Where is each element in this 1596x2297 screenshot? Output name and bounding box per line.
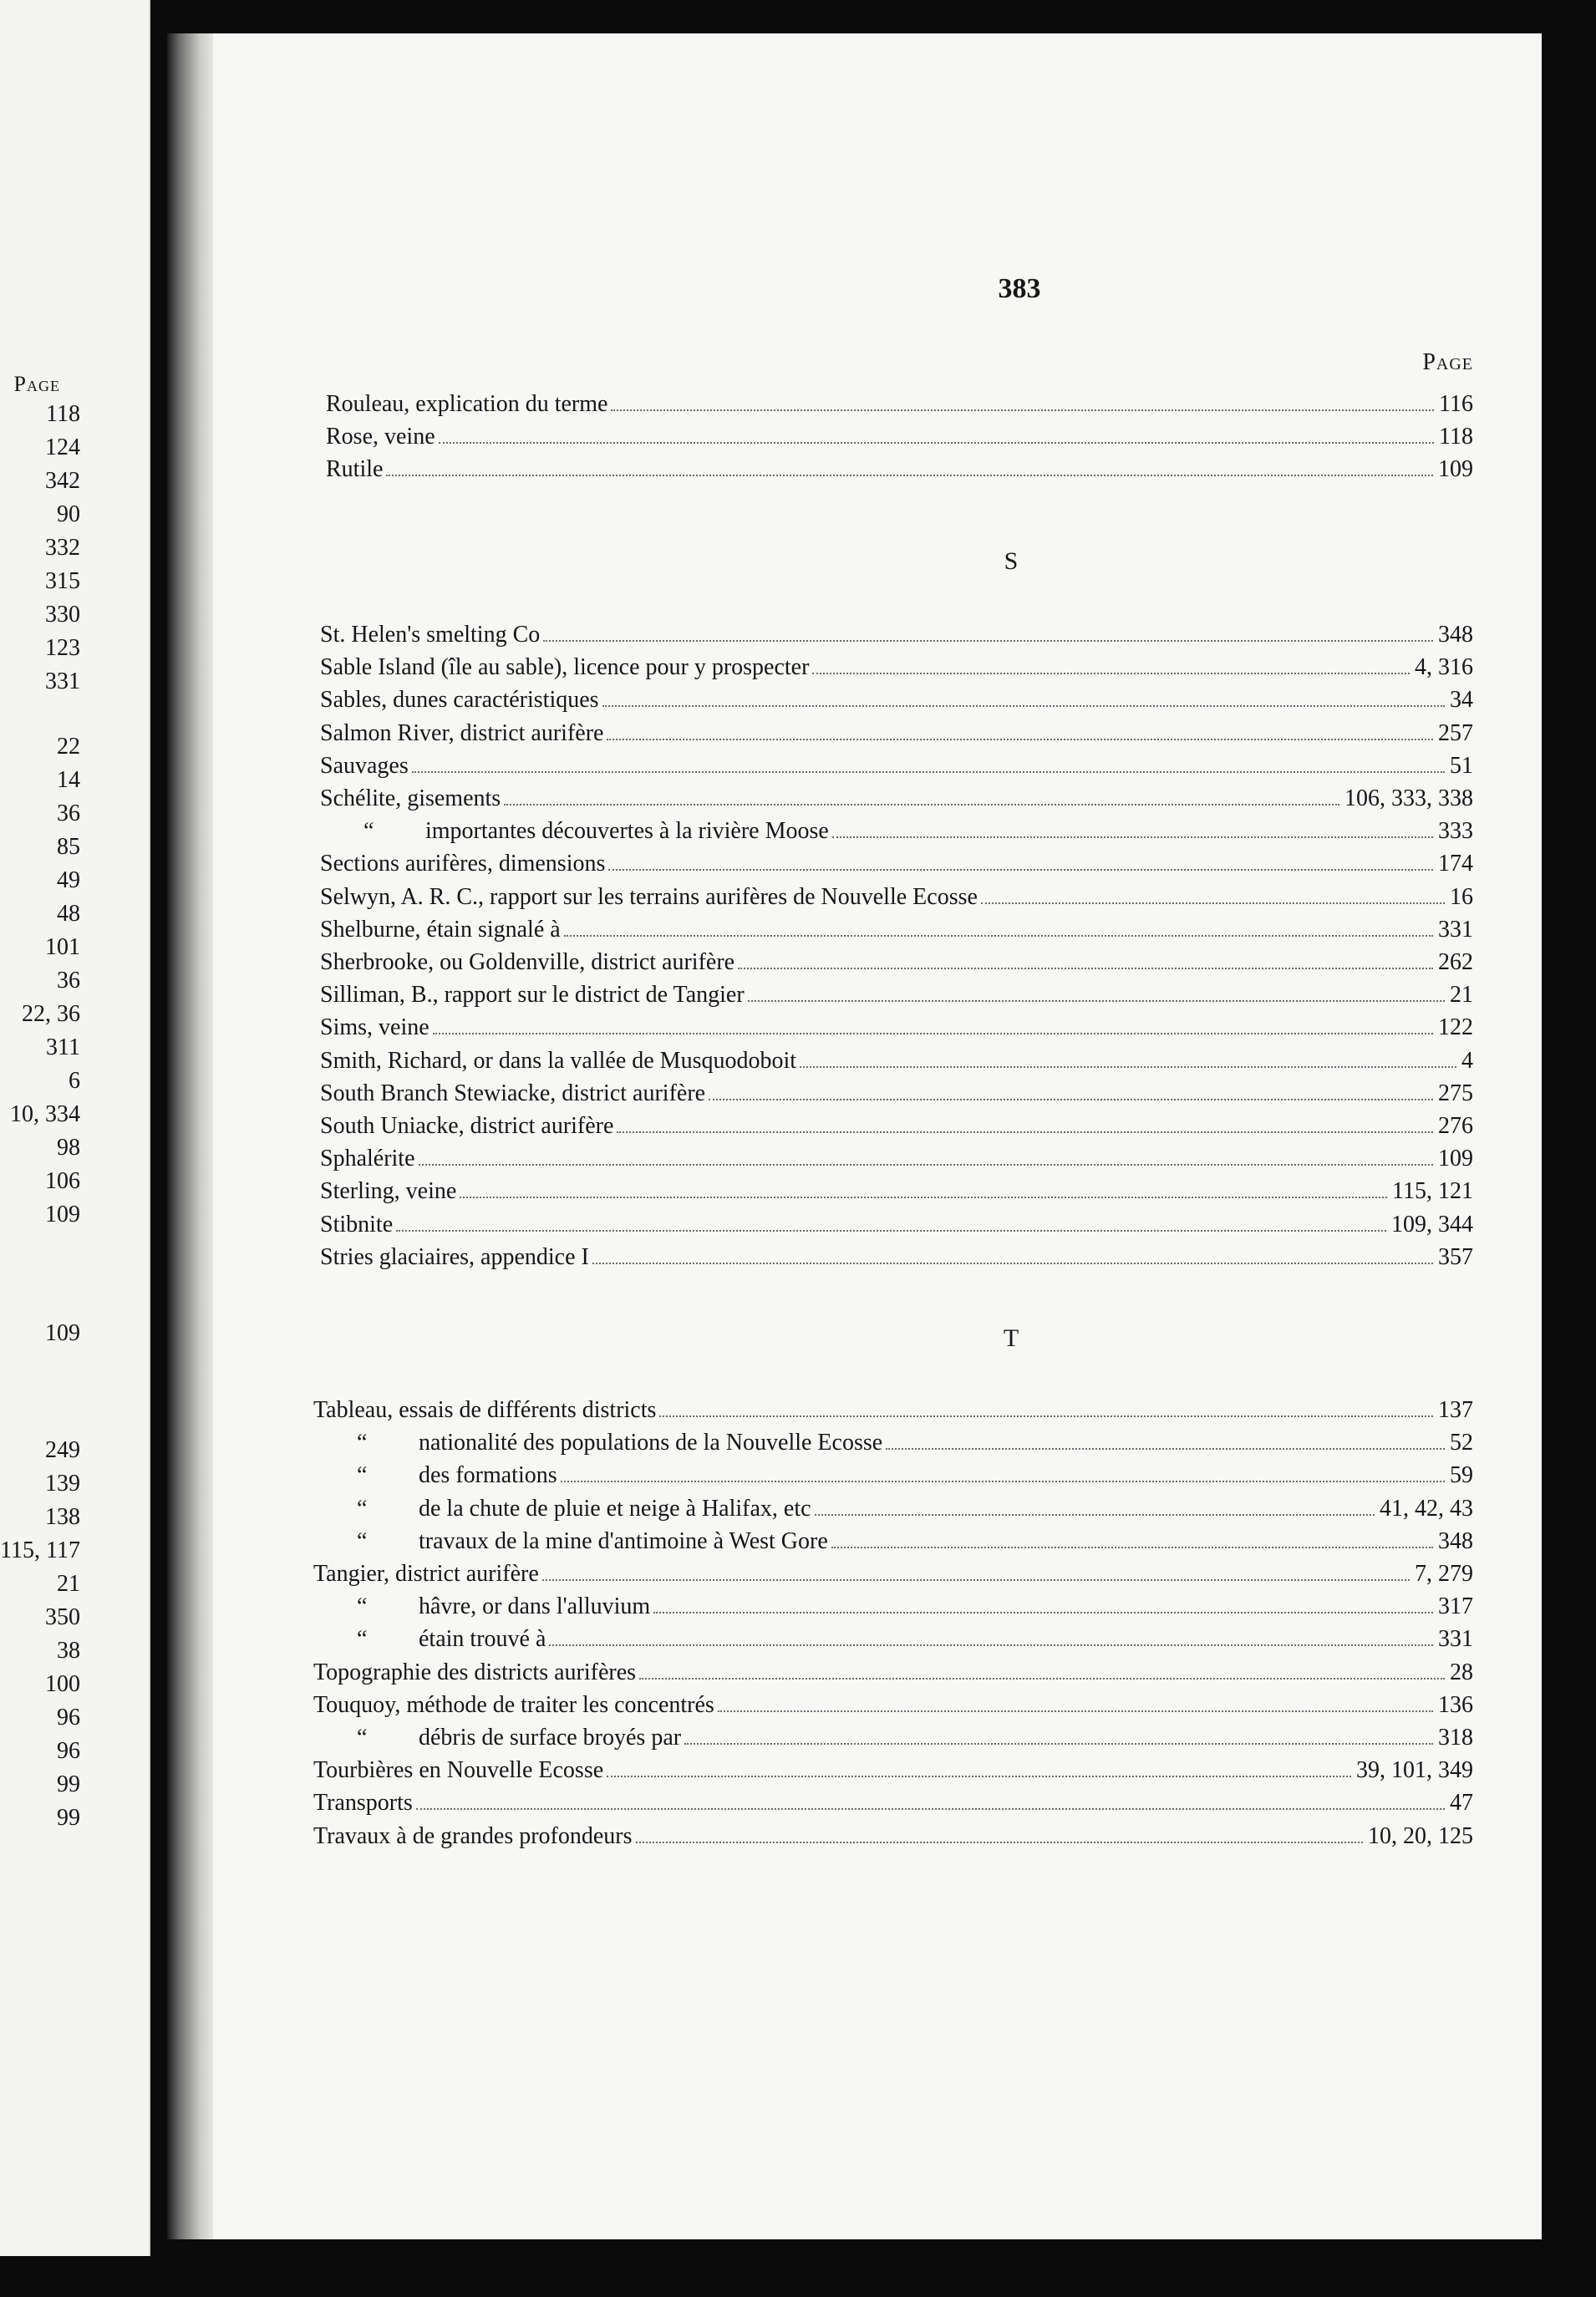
index-subentry-term: importantes découvertes à la rivière Moose	[425, 818, 829, 845]
left-page-number: 249	[45, 1437, 80, 1463]
dot-leader	[542, 1579, 1410, 1581]
index-entry	[320, 810, 1473, 843]
left-page-number: 124	[45, 434, 80, 460]
page-references: 262	[1438, 949, 1473, 975]
index-entry	[320, 1105, 1473, 1138]
page-references: 331	[1438, 1626, 1473, 1653]
dot-leader	[439, 442, 1434, 444]
index-term: Tourbières en Nouvelle Ecosse	[313, 1757, 604, 1784]
dot-leader	[504, 804, 1339, 805]
index-term: Selwyn, A. R. C., rapport sur les terrains aurifères de Nouvelle Ecosse	[320, 883, 978, 910]
index-subentry-term: de la chute de pluie et neige à Halifax, etc	[419, 1495, 811, 1522]
page-references: 10, 20, 125	[1368, 1822, 1473, 1849]
index-entry	[320, 1170, 1473, 1203]
index-entry	[326, 415, 1473, 449]
index-entry	[320, 842, 1473, 876]
index-entry	[320, 908, 1473, 942]
page-references: 174	[1438, 851, 1473, 877]
dot-leader	[832, 836, 1433, 838]
left-page-number: 123	[45, 635, 80, 661]
index-term: Sterling, veine	[320, 1178, 457, 1205]
ditto-mark: “	[357, 1430, 368, 1456]
index-entry	[313, 1815, 1473, 1848]
dot-leader	[416, 1808, 1445, 1810]
left-page-number: 139	[45, 1471, 80, 1497]
index-term: Rutile	[326, 456, 384, 483]
dot-leader	[800, 1066, 1456, 1068]
dot-leader	[561, 1481, 1445, 1482]
index-term: South Uniacke, district aurifère	[320, 1113, 614, 1139]
book-binding-gutter	[167, 33, 217, 2239]
index-term: Salmon River, district aurifère	[320, 719, 604, 746]
index-subentry-term: étain trouvé à	[419, 1626, 546, 1653]
left-page-number: 315	[45, 568, 80, 594]
index-term: Transports	[313, 1790, 413, 1817]
left-page-number: 22	[57, 734, 80, 760]
index-term: Silliman, B., rapport sur le district de Tangier	[320, 982, 745, 1009]
index-entry	[320, 1039, 1473, 1073]
index-entry	[320, 1236, 1473, 1269]
index-term: Sims, veine	[320, 1014, 429, 1041]
index-term: Schélite, gisements	[320, 785, 501, 811]
left-page-number: 6	[69, 1068, 80, 1094]
left-page-number: 36	[57, 968, 80, 994]
dot-leader	[748, 1000, 1445, 1002]
left-page-number: 106	[45, 1168, 80, 1194]
left-page-number: 14	[57, 767, 80, 793]
dot-leader	[886, 1448, 1445, 1450]
index-term: Topographie des districts aurifères	[313, 1659, 637, 1685]
index-entry	[320, 1072, 1473, 1105]
left-page-number: 331	[45, 668, 80, 694]
ditto-mark: “	[357, 1462, 368, 1489]
dot-leader	[607, 1776, 1351, 1777]
dot-leader	[659, 1415, 1433, 1417]
page-references: 4, 316	[1415, 654, 1473, 681]
left-page-number: 109	[45, 1202, 80, 1227]
ditto-mark: “	[357, 1495, 368, 1522]
dot-leader	[564, 935, 1433, 937]
index-entry	[313, 1684, 1473, 1717]
page-references: 137	[1438, 1397, 1473, 1423]
index-entry	[313, 1389, 1473, 1422]
left-page-number: 96	[57, 1738, 80, 1764]
page-references: 52	[1450, 1430, 1473, 1456]
left-page-number: 48	[57, 901, 80, 927]
index-page	[213, 33, 1542, 2239]
page-references: 41, 42, 43	[1380, 1495, 1473, 1522]
left-page-number: 118	[46, 401, 80, 427]
index-entry	[320, 678, 1473, 712]
index-entry	[313, 1487, 1473, 1521]
dot-leader	[592, 1263, 1433, 1264]
page-references: 28	[1450, 1659, 1473, 1685]
dot-leader	[543, 640, 1433, 642]
dot-leader	[636, 1842, 1363, 1843]
dot-leader	[549, 1644, 1433, 1646]
index-term: Touquoy, méthode de traiter les concentrés	[313, 1691, 714, 1718]
page-references: 34	[1450, 687, 1473, 714]
page-references: 39, 101, 349	[1356, 1757, 1473, 1784]
index-term: Sable Island (île au sable), licence pour y prospecter	[320, 654, 810, 681]
index-entry	[313, 1421, 1473, 1455]
index-term: Tableau, essais de différents districts	[313, 1397, 657, 1423]
index-subentry-term: travaux de la mine d'antimoine à West Gore	[419, 1527, 828, 1554]
page-references: 136	[1438, 1691, 1473, 1718]
index-term: St. Helen's smelting Co	[320, 622, 541, 648]
dot-leader	[709, 1099, 1433, 1100]
dot-leader	[611, 409, 1434, 411]
section-letter: S	[1004, 547, 1019, 575]
index-term: Shelburne, étain signalé à	[320, 916, 561, 943]
left-page-number: 98	[57, 1135, 80, 1161]
page-references: 318	[1438, 1725, 1473, 1751]
page-references: 109	[1438, 456, 1473, 483]
dot-leader	[684, 1743, 1433, 1745]
page-references: 109, 344	[1391, 1211, 1473, 1237]
page-number: 383	[998, 273, 1041, 304]
page-references: 348	[1438, 622, 1473, 648]
dot-leader	[815, 1514, 1375, 1516]
page-column-header: Page	[1422, 349, 1473, 375]
index-entry	[320, 876, 1473, 909]
index-entry	[313, 1585, 1473, 1619]
index-entry	[320, 613, 1473, 647]
dot-leader	[396, 1230, 1386, 1232]
index-term: Sphalérite	[320, 1146, 415, 1172]
index-entry	[326, 448, 1473, 481]
index-term: Tangier, district aurifère	[313, 1561, 539, 1587]
index-entry	[313, 1553, 1473, 1586]
page-references: 7, 279	[1415, 1561, 1473, 1587]
dot-leader	[812, 673, 1410, 674]
index-entry	[320, 973, 1473, 1007]
index-term: Sauvages	[320, 752, 409, 779]
ditto-mark: “	[357, 1725, 368, 1751]
ditto-mark: “	[363, 818, 374, 845]
dot-leader	[460, 1197, 1387, 1198]
ditto-mark: “	[357, 1527, 368, 1554]
page-references: 257	[1438, 719, 1473, 746]
page-references: 115, 121	[1392, 1178, 1473, 1205]
left-page-header: Page	[13, 372, 60, 396]
page-references: 357	[1438, 1243, 1473, 1270]
page-references: 276	[1438, 1113, 1473, 1139]
left-page-number: 138	[45, 1504, 80, 1530]
page-references: 333	[1438, 818, 1473, 845]
index-entry	[320, 646, 1473, 679]
index-entry	[320, 744, 1473, 778]
index-entry	[320, 1203, 1473, 1237]
dot-leader	[617, 1131, 1433, 1133]
page-references: 348	[1438, 1527, 1473, 1554]
page-references: 109	[1438, 1146, 1473, 1172]
dot-leader	[386, 475, 1433, 476]
index-entry	[313, 1749, 1473, 1782]
dot-leader	[653, 1612, 1433, 1613]
dot-leader	[738, 968, 1433, 969]
index-subentry-term: débris de surface broyés par	[419, 1725, 682, 1751]
index-entry	[313, 1454, 1473, 1487]
dot-leader	[639, 1678, 1445, 1680]
page-references: 51	[1450, 752, 1473, 779]
dot-leader	[608, 869, 1433, 871]
index-entry	[313, 1781, 1473, 1815]
index-entry	[320, 712, 1473, 745]
dot-leader	[981, 902, 1445, 904]
page-references: 16	[1450, 883, 1473, 910]
left-page-number: 96	[57, 1705, 80, 1730]
index-entry	[313, 1618, 1473, 1651]
left-page-number: 22, 36	[22, 1001, 80, 1027]
dot-leader	[602, 705, 1445, 707]
ditto-mark: “	[357, 1593, 368, 1620]
left-page-number: 99	[57, 1771, 80, 1797]
left-page-number: 10, 334	[10, 1101, 80, 1127]
page-references: 118	[1439, 424, 1473, 450]
page-references: 4	[1461, 1047, 1473, 1074]
index-entry	[326, 383, 1473, 416]
dot-leader	[419, 1164, 1433, 1166]
index-entry	[313, 1716, 1473, 1750]
dot-leader	[718, 1710, 1433, 1712]
page-references: 122	[1438, 1014, 1473, 1041]
index-entry	[320, 1006, 1473, 1039]
index-term: Smith, Richard, or dans la vallée de Musquodoboit	[320, 1047, 797, 1074]
index-entry	[320, 941, 1473, 974]
left-page-number: 330	[45, 602, 80, 628]
left-page-number: 49	[57, 867, 80, 893]
left-page-number: 90	[57, 501, 80, 527]
index-term: Sherbrooke, ou Goldenville, district aurifère	[320, 949, 735, 975]
page-references: 331	[1438, 916, 1473, 943]
left-page-number: 101	[45, 934, 80, 960]
page-references: 275	[1438, 1080, 1473, 1106]
left-page-number: 38	[57, 1638, 80, 1664]
left-page-number: 21	[57, 1571, 80, 1597]
left-page-number: 342	[45, 468, 80, 494]
index-subentry-term: des formations	[419, 1462, 557, 1489]
left-page-number: 115, 117	[0, 1537, 80, 1563]
left-page-number: 109	[45, 1320, 80, 1346]
index-term: Rouleau, explication du terme	[326, 391, 608, 417]
dot-leader	[607, 739, 1433, 740]
dot-leader	[412, 771, 1445, 773]
page-references: 21	[1450, 982, 1473, 1009]
index-subentry-term: hâvre, or dans l'alluvium	[419, 1593, 651, 1620]
left-page-number: 36	[57, 800, 80, 826]
left-page-number: 311	[46, 1034, 80, 1060]
previous-page-strip	[0, 0, 150, 2256]
index-entry	[320, 777, 1473, 811]
left-page-number: 85	[57, 834, 80, 860]
index-term: Stries glaciaires, appendice I	[320, 1243, 589, 1270]
index-term: Sables, dunes caractéristiques	[320, 687, 599, 714]
ditto-mark: “	[357, 1626, 368, 1653]
left-page-number: 332	[45, 535, 80, 561]
index-entry	[320, 1137, 1473, 1171]
section-letter: T	[1003, 1324, 1019, 1352]
page-references: 106, 333, 338	[1344, 785, 1473, 811]
page-references: 47	[1450, 1790, 1473, 1817]
index-entry	[313, 1651, 1473, 1685]
index-term: Rose, veine	[326, 424, 435, 450]
page-references: 317	[1438, 1593, 1473, 1620]
left-page-number: 350	[45, 1604, 80, 1630]
index-entry	[313, 1520, 1473, 1553]
left-page-number: 100	[45, 1671, 80, 1697]
page-references: 116	[1439, 391, 1473, 417]
page-references: 59	[1450, 1462, 1473, 1489]
index-term: Travaux à de grandes profondeurs	[313, 1822, 633, 1849]
index-term: South Branch Stewiacke, district aurifère	[320, 1080, 706, 1106]
index-term: Stibnite	[320, 1211, 394, 1237]
index-term: Sections aurifères, dimensions	[320, 851, 606, 877]
index-subentry-term: nationalité des populations de la Nouvelle Ecosse	[419, 1430, 883, 1456]
left-page-number: 99	[57, 1805, 80, 1831]
dot-leader	[831, 1547, 1433, 1548]
dot-leader	[433, 1033, 1433, 1034]
